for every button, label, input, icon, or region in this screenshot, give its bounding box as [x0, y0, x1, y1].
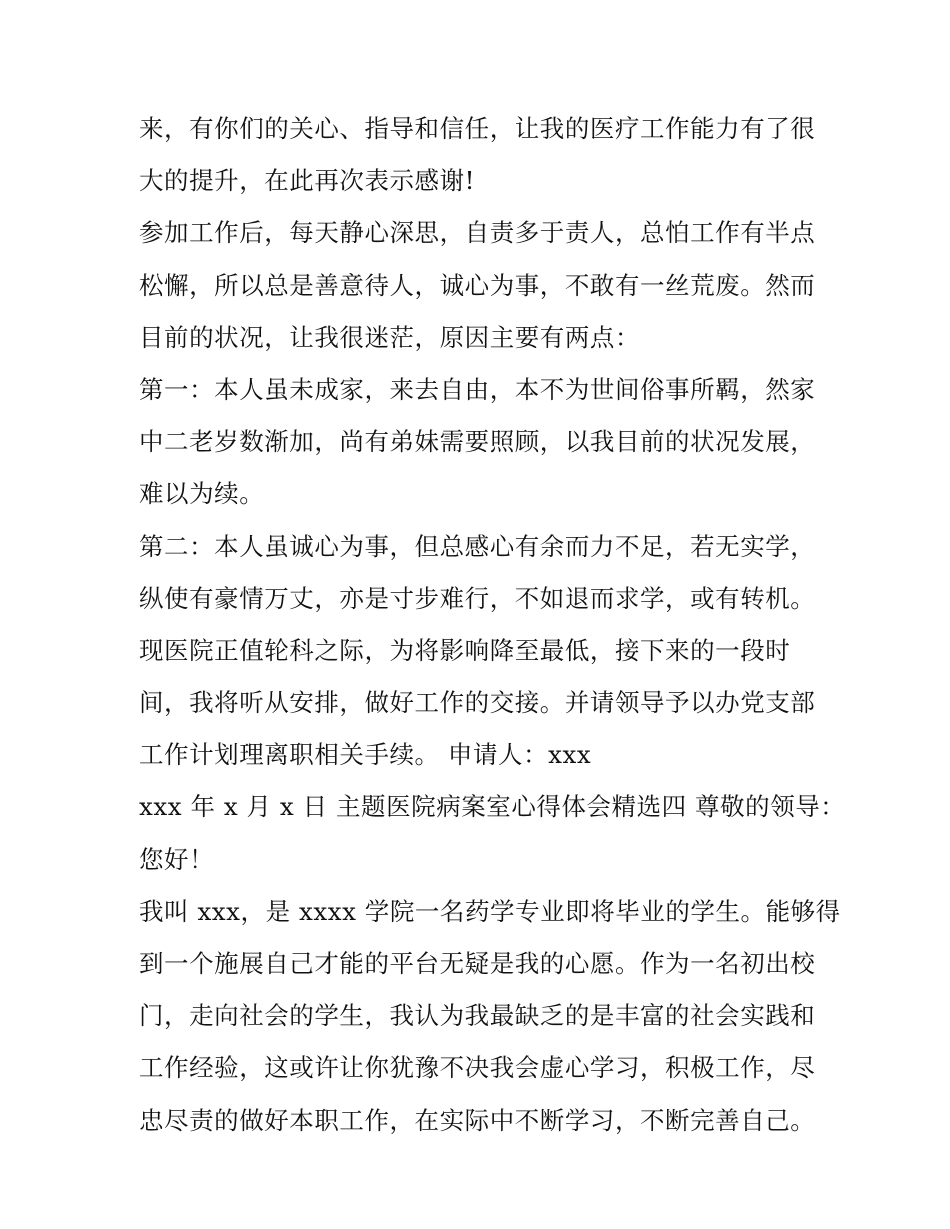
text-line: 来，有你们的关心、指导和信任，让我的医疗工作能力有了很: [139, 114, 816, 143]
text-line: 您好！: [139, 844, 215, 874]
text-line: 工作计划理离职相关手续。 申请人：xxx: [139, 740, 592, 770]
text-line: 第二：本人虽诚心为事，但总感心有余而力不足，若无实学，: [139, 531, 816, 561]
text-line: xxx 年 x 月 x 日 主题医院病案室心得体会精选四 尊敬的领导：: [139, 792, 846, 822]
text-line: 第一：本人虽未成家，来去自由，本不为世间俗事所羁，然家: [139, 374, 816, 404]
text-line: 松懈，所以总是善意待人，诚心为事，不敢有一丝荒废。然而: [139, 270, 816, 300]
text-line: 忠尽责的做好本职工作，在实际中不断学习，不断完善自己。: [139, 1105, 816, 1135]
text-line: 目前的状况，让我很迷茫，原因主要有两点：: [139, 322, 640, 352]
text-line: 中二老岁数渐加，尚有弟妹需要照顾，以我目前的状况发展，: [139, 427, 816, 457]
text-line: 大的提升，在此再次表示感谢!: [139, 166, 476, 196]
text-line: 现医院正值轮科之际，为将影响降至最低，接下来的一段时: [139, 635, 791, 665]
text-line: 到一个施展自己才能的平台无疑是我的心愿。作为一名初出校: [139, 949, 816, 978]
document-body: [139, 103, 846, 1147]
text-line: 难以为续。: [139, 479, 265, 509]
text-line: 纵使有豪情万丈，亦是寸步难行，不如退而求学，或有转机。: [139, 583, 816, 613]
text-line: 工作经验，这或许让你犹豫不决我会虚心学习，积极工作，尽: [139, 1053, 816, 1083]
text-line: 我叫 xxx，是 xxxx 学院一名药学专业即将毕业的学生。能够得: [139, 896, 841, 926]
text-line: 参加工作后，每天静心深思，自责多于责人，总怕工作有半点: [139, 218, 816, 248]
text-line: 门，走向社会的学生，我认为我最缺乏的是丰富的社会实践和: [139, 1001, 816, 1031]
text-line: 间，我将听从安排，做好工作的交接。并请领导予以办党支部: [139, 688, 816, 718]
